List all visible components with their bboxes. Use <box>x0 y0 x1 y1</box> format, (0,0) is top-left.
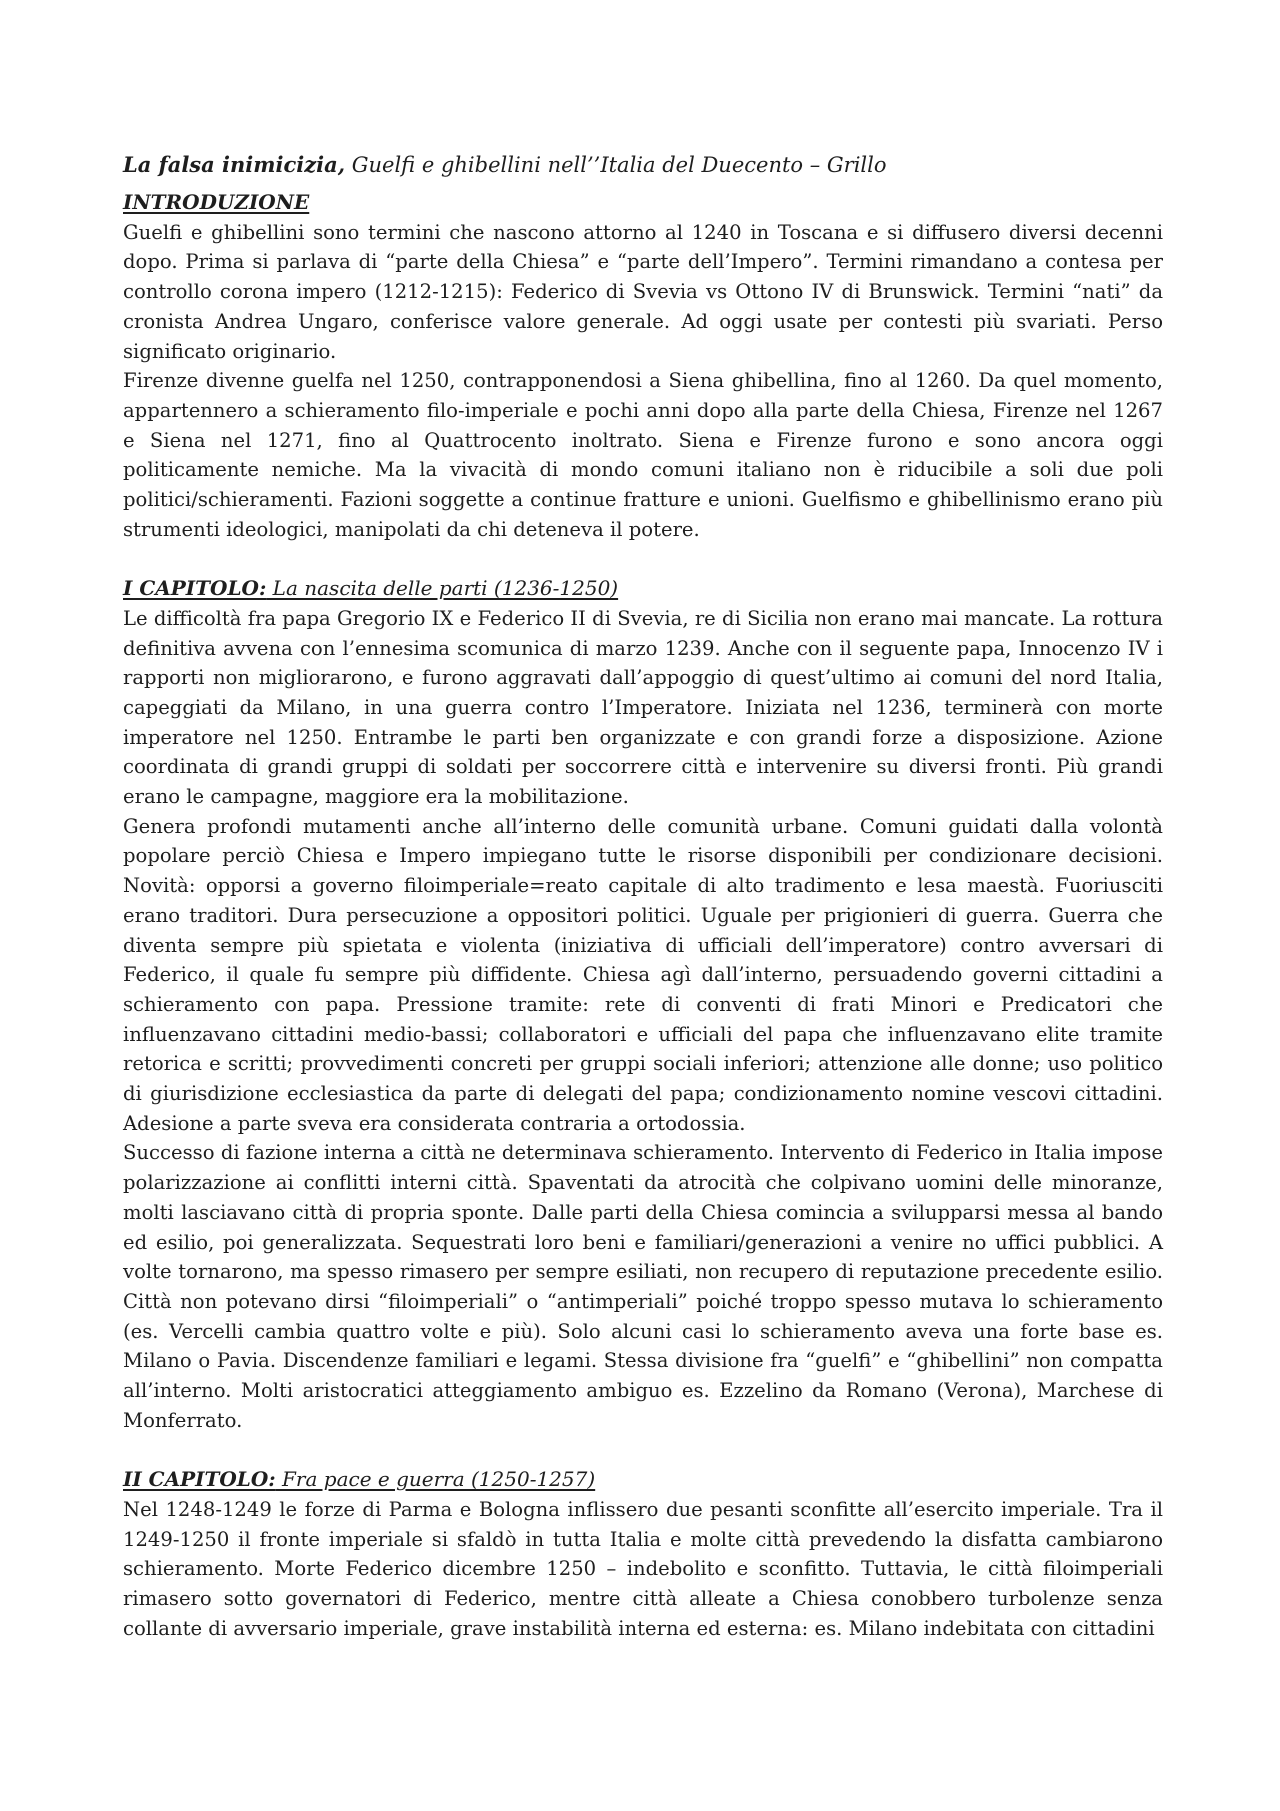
section-heading-subtitle: La nascita delle parti (1236-1250) <box>266 576 619 601</box>
document-title-bold: La falsa inimicizia, <box>123 152 346 177</box>
paragraph: Successo di fazione interna a città ne determinava schieramento. Intervento di Federico in Italia impose polarizzazione ai conflitti interni città. Spaventati da atrocità che colpivano uomini delle minoranze, molti lasciavano città di propria sponte. Dalle parti della Chiesa comincia a svilupparsi messa al bando ed esilio, poi generalizzata. Sequestrati loro beni e familiari/generazioni a venire no uffici pubblici. A volte tornarono, ma spesso rimasero per sempre esiliati, non recupero di reputazione precedente esilio. Città non potevano dirsi “filoimperiali” o “antimperiali” poiché troppo spesso mutava lo schieramento (es. Vercelli cambia quattro volte e più). Solo alcuni casi lo schieramento aveva una forte base es. Milano o Pavia. Discendenze familiari e legami. Stessa divisione fra “guelfi” e “ghibellini” non compatta all’interno. Molti aristocratici atteggiamento ambiguo es. Ezzelino da Romano (Verona), Marchese di Monferrato. <box>123 1141 1163 1432</box>
paragraph: Le difficoltà fra papa Gregorio IX e Federico II di Svevia, re di Sicilia non erano mai mancate. La rottura definitiva avvena con l’ennesima scomunica di marzo 1239. Anche con il seguente papa, Innocenzo IV i rapporti non migliorarono, e furono aggravati dall’appoggio di quest’ultimo ai comuni del nord Italia, capeggiati da Milano, in una guerra contro l’Imperatore. Iniziata nel 1236, terminerà con morte imperatore nel 1250. Entrambe le parti ben organizzate e con grandi forze a disposizione. Azione coordinata di grandi gruppi di soldati per soccorrere città e intervenire su diversi fronti. Più grandi erano le campagne, maggiore era la mobilitazione. <box>123 606 1163 809</box>
document-page <box>123 150 1163 1643</box>
section-introduzione <box>123 188 1163 544</box>
document-title-rest: Guelfi e ghibellini nell’’Italia del Duecento – Grillo <box>345 153 887 177</box>
section-heading-subtitle: Fra pace e guerra (1250-1257) <box>275 1467 596 1492</box>
document-title <box>123 150 1163 180</box>
section-heading <box>123 1465 1163 1495</box>
paragraph: Firenze divenne guelfa nel 1250, contrapponendosi a Siena ghibellina, fino al 1260. Da quel momento, appartennero a schieramento filo-imperiale e pochi anni dopo alla parte della Chiesa, Firenze nel 1267 e Siena nel 1271, fino al Quattrocento inoltrato. Siena e Firenze furono e sono ancora oggi politicamente nemiche. Ma la vivacità di mondo comuni italiano non è riducibile a soli due poli politici/schieramenti. Fazioni soggette a continue fratture e unioni. Guelfismo e ghibellinismo erano più strumenti ideologici, manipolati da chi deteneva il potere. <box>123 369 1163 541</box>
section-heading-label: II CAPITOLO: <box>123 1467 276 1492</box>
section-heading <box>123 574 1163 604</box>
paragraph: Nel 1248-1249 le forze di Parma e Bologna inflissero due pesanti sconfitte all’esercito imperiale. Tra il 1249-1250 il fronte imperiale si sfaldò in tutta Italia e molte città prevedendo la disfatta cambiarono schieramento. Morte Federico dicembre 1250 – indebolito e sconfitto. Tuttavia, le città filoimperiali rimasero sotto governatori di Federico, mentre città alleate a Chiesa conobbero turbolenze senza collante di avversario imperiale, grave instabilità interna ed esterna: es. Milano indebitata con cittadini <box>123 1497 1163 1640</box>
paragraph: Guelfi e ghibellini sono termini che nascono attorno al 1240 in Toscana e si diffusero diversi decenni dopo. Prima si parlava di “parte della Chiesa” e “parte dell’Impero”. Termini rimandano a contesa per controllo corona impero (1212-1215): Federico di Svevia vs Ottono IV di Brunswick. Termini “nati” da cronista Andrea Ungaro, conferisce valore generale. Ad oggi usate per contesti più svariati. Perso significato originario. <box>123 220 1163 363</box>
section-heading-label: I CAPITOLO: <box>123 576 267 601</box>
section-heading-label: INTRODUZIONE <box>123 190 310 214</box>
section-heading <box>123 188 1163 218</box>
section-capitolo-1 <box>123 574 1163 1435</box>
paragraph: Genera profondi mutamenti anche all’interno delle comunità urbane. Comuni guidati dalla volontà popolare perciò Chiesa e Impero impiegano tutte le risorse disponibili per condizionare decisioni. Novità: opporsi a governo filoimperiale=reato capitale di alto tradimento e lesa maestà. Fuoriusciti erano traditori. Dura persecuzione a oppositori politici. Uguale per prigionieri di guerra. Guerra che diventa sempre più spietata e violenta (iniziativa di ufficiali dell’imperatore) contro avversari di Federico, il quale fu sempre più diffidente. Chiesa agì dall’interno, persuadendo governi cittadini a schieramento con papa. Pressione tramite: rete di conventi di frati Minori e Predicatori che influenzavano cittadini medio-bassi; collaboratori e ufficiali del papa che influenzavano elite tramite retorica e scritti; provvedimenti concreti per gruppi sociali inferiori; attenzione alle donne; uso politico di giurisdizione ecclesiastica da parte di delegati del papa; condizionamento nomine vescovi cittadini. Adesione a parte sveva era considerata contraria a ortodossia. <box>123 814 1163 1135</box>
section-capitolo-2 <box>123 1465 1163 1643</box>
